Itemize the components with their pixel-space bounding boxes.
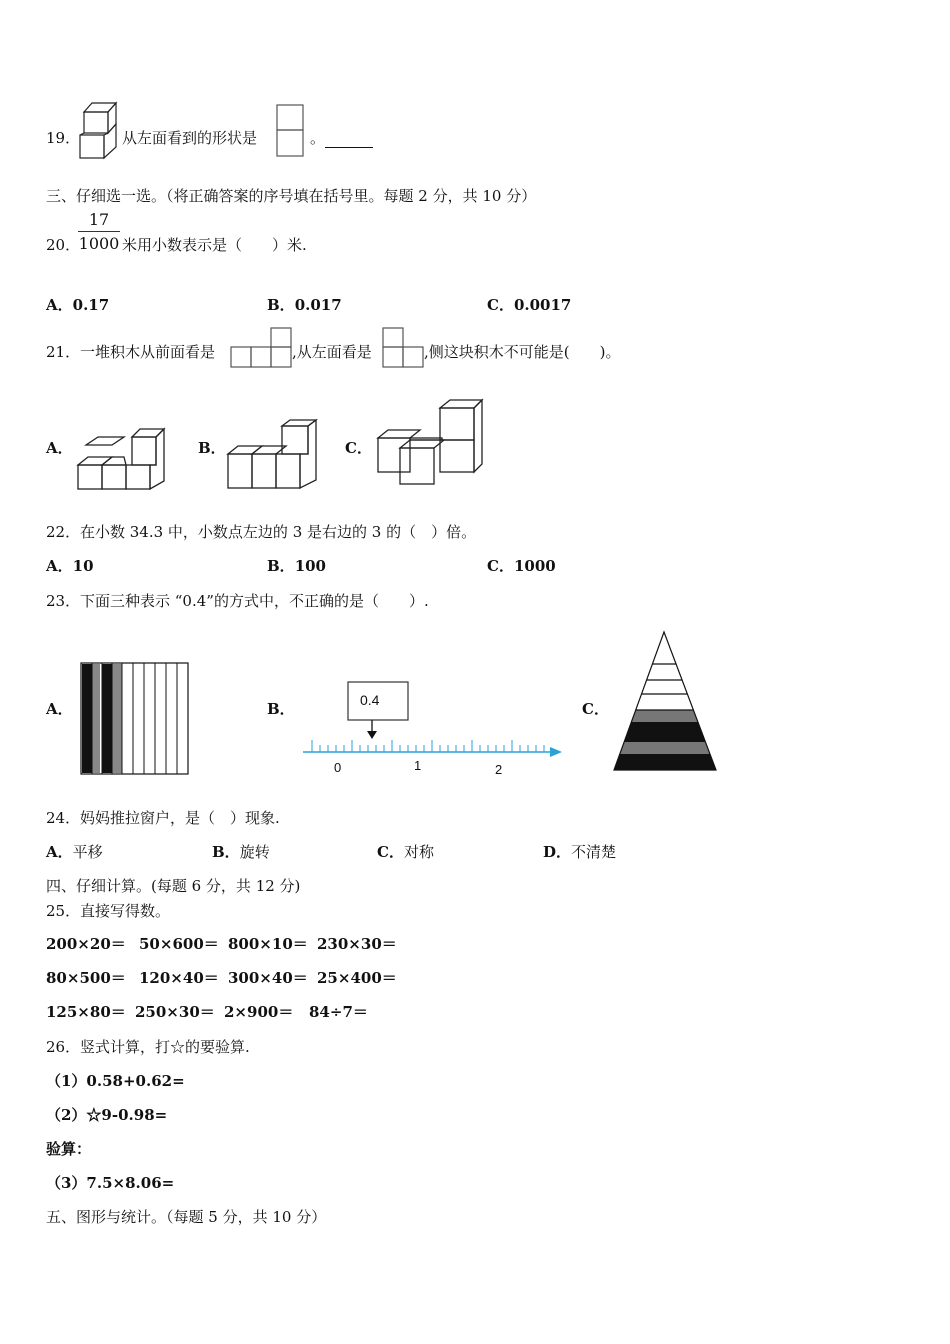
q20-option-c[interactable]: C．0.0017 <box>487 296 572 314</box>
q21-option-c-blocks-figure[interactable] <box>374 398 486 490</box>
q21-option-b-label[interactable]: B． <box>198 439 226 457</box>
q21-option-c-label[interactable]: C． <box>345 439 372 457</box>
q26-item-2: （2）☆9-0.98= <box>46 1106 168 1124</box>
q23-option-c-label[interactable]: C． <box>582 700 609 718</box>
numberline-tick-label-2: 2 <box>495 762 503 777</box>
q24-number: 24． <box>46 809 81 827</box>
q25-r2-c2: 2×900＝ <box>224 1003 294 1021</box>
q19-text: 从左面看到的形状是 <box>122 129 258 147</box>
q25-r0-c0: 200×20＝ <box>46 935 126 953</box>
q22-option-b[interactable]: B．100 <box>267 557 326 575</box>
q19-cube-stack-figure <box>78 100 120 162</box>
q25-r2-c3: 84÷7＝ <box>309 1003 368 1021</box>
q23-option-b-label[interactable]: B． <box>267 700 295 718</box>
q20-fraction-denominator: 1000 <box>78 234 120 253</box>
q20-fraction-numerator: 17 <box>88 210 110 229</box>
q26-item-1: （1）0.58+0.62= <box>46 1072 185 1090</box>
q21-front-view-figure <box>230 327 292 369</box>
q21-text-c: ,侧这块积木不可能是( )。 <box>424 343 621 361</box>
q26-number: 26． <box>46 1038 81 1056</box>
q25-r1-c2: 300×40＝ <box>228 969 308 987</box>
q19-left-view-figure <box>276 104 304 158</box>
q26-check-label: 验算： <box>46 1140 92 1158</box>
q24-option-b[interactable]: B．旋转 <box>212 843 270 861</box>
q21-option-a-label[interactable]: A． <box>46 439 73 457</box>
q25-r0-c3: 230×30＝ <box>317 935 397 953</box>
q25-number: 25． <box>46 902 81 920</box>
q20-number: 20． <box>46 236 81 254</box>
q21-option-b-blocks-figure[interactable] <box>224 418 320 492</box>
q22-number: 22． <box>46 523 81 541</box>
q19-number: 19． <box>46 129 81 147</box>
q19-end: 。 <box>310 128 373 148</box>
q22-option-a[interactable]: A．10 <box>46 557 94 575</box>
q21-option-a-blocks-figure[interactable] <box>74 425 170 493</box>
numberline-tick-label-0: 0 <box>334 760 342 775</box>
q20-option-b[interactable]: B．0.017 <box>267 296 342 314</box>
q25-r1-c1: 120×40＝ <box>139 969 219 987</box>
q21-left-view-figure <box>382 327 424 369</box>
q20-text: 米用小数表示是（ ）米. <box>122 236 307 254</box>
q25-text: 直接写得数。 <box>80 902 171 920</box>
q25-r0-c1: 50×600＝ <box>139 935 219 953</box>
q21-text-a: 一堆积木从前面看是 <box>80 343 216 361</box>
q24-option-d[interactable]: D．不清楚 <box>543 843 617 861</box>
section-5-title: 五、图形与统计。（每题 5 分，共 10 分） <box>46 1208 327 1226</box>
q21-text-b: ,从左面看是 <box>292 343 372 361</box>
numberline-value-label: 0.4 <box>360 692 380 708</box>
q23-option-a-strip-figure[interactable] <box>80 662 190 776</box>
q26-text: 竖式计算，打☆的要验算. <box>80 1038 250 1056</box>
q23-option-a-label[interactable]: A． <box>46 700 73 718</box>
section-3-title: 三、仔细选一选。（将正确答案的序号填在括号里。每题 2 分，共 10 分） <box>46 187 537 205</box>
q19-answer-blank[interactable] <box>325 133 373 148</box>
section-4-title: 四、仔细计算。(每题 6 分，共 12 分) <box>46 877 301 895</box>
q21-number: 21． <box>46 343 81 361</box>
q20-fraction <box>78 210 120 253</box>
q24-option-c[interactable]: C．对称 <box>377 843 434 861</box>
q25-r2-c1: 250×30＝ <box>135 1003 215 1021</box>
q23-text: 下面三种表示 “0.4”的方式中，不正确的是（ ）. <box>80 592 429 610</box>
q22-option-c[interactable]: C．1000 <box>487 557 556 575</box>
q23-option-c-triangle-figure[interactable] <box>612 630 720 774</box>
q23-number: 23． <box>46 592 81 610</box>
q25-r0-c2: 800×10＝ <box>228 935 308 953</box>
q20-option-a[interactable]: A．0.17 <box>46 296 110 314</box>
q25-r1-c3: 25×400＝ <box>317 969 397 987</box>
q25-r1-c0: 80×500＝ <box>46 969 126 987</box>
q22-text: 在小数 34.3 中，小数点左边的 3 是右边的 3 的（ ）倍。 <box>80 523 477 541</box>
q25-r2-c0: 125×80＝ <box>46 1003 126 1021</box>
q26-item-3: （3）7.5×8.06= <box>46 1174 175 1192</box>
numberline-tick-label-1: 1 <box>414 758 422 773</box>
q24-text: 妈妈推拉窗户，是（ ）现象. <box>80 809 280 827</box>
q24-option-a[interactable]: A．平移 <box>46 843 103 861</box>
